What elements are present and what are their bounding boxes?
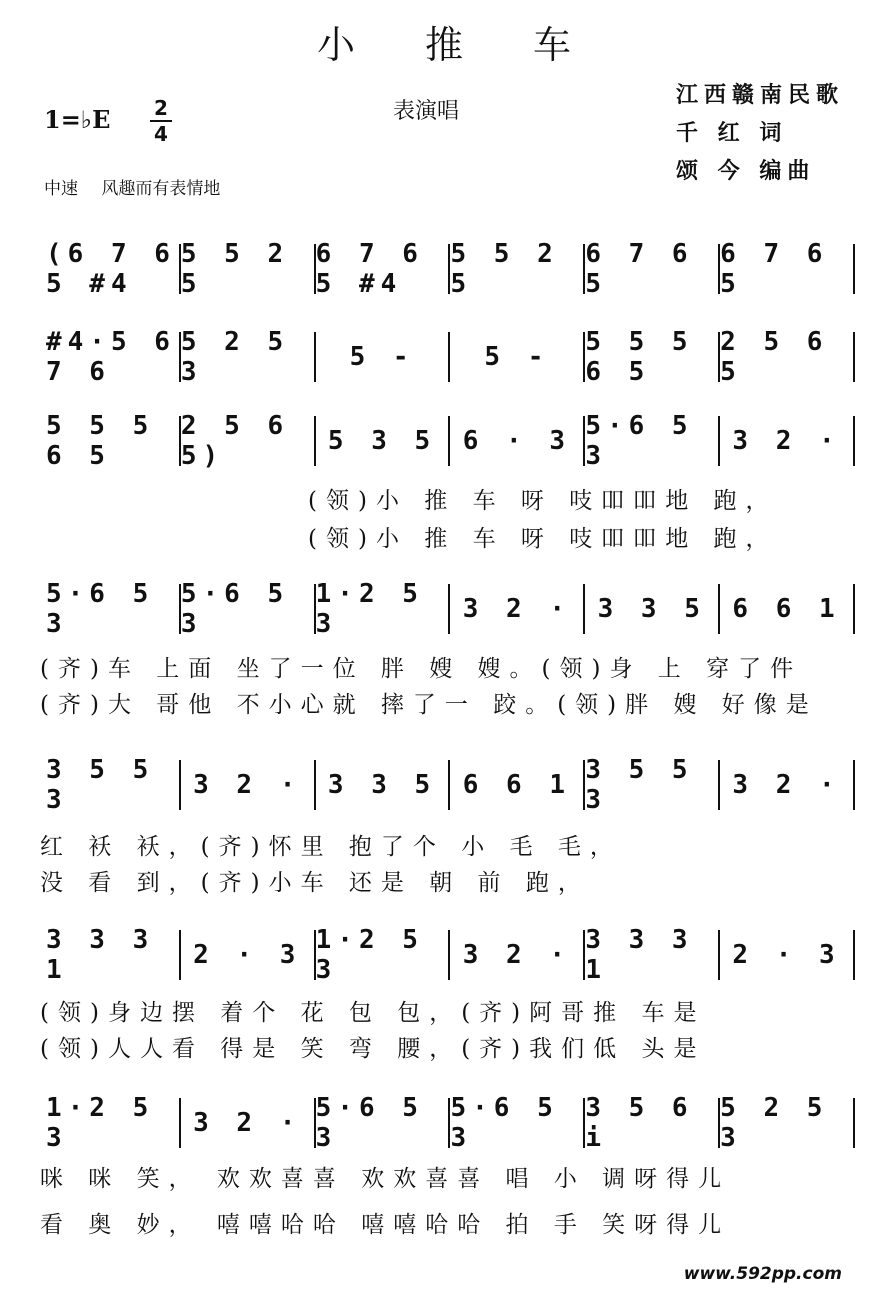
staff-row-3 xyxy=(40,411,855,471)
time-top: 2 xyxy=(154,96,168,120)
staff-row-6 xyxy=(40,925,855,985)
time-signature xyxy=(150,98,172,144)
credit-origin: 江西赣南民歌 xyxy=(676,82,845,108)
measure: 6 6 1 xyxy=(450,760,585,810)
measure: 3 5 5 3 xyxy=(585,760,720,810)
measure: 5 2 5 3 xyxy=(181,332,316,382)
tempo-text: 中速 xyxy=(44,179,78,199)
song-subtitle: 表演唱 xyxy=(393,99,460,124)
measure: 5 5 2 5 xyxy=(181,244,316,294)
measure: 6 7 6 5 xyxy=(585,244,720,294)
measure: 5 2 5 3 xyxy=(720,1098,855,1148)
lyric-line: (领)身边摆 着个 花 包 包，(齐)阿哥推 车是 xyxy=(40,1000,706,1026)
measure: 3 3 3 1 xyxy=(585,930,720,980)
credits xyxy=(676,76,844,190)
key-signature: 1=♭E xyxy=(44,105,111,134)
measure: #4·5 6 7 6 xyxy=(40,332,181,382)
measure: 5·6 5 3 xyxy=(585,416,720,466)
credit-lyricist: 千 红 词 xyxy=(676,120,788,146)
staff-row-4 xyxy=(40,579,855,639)
lyric-line: 没 看 到，(齐)小车 还是 朝 前 跑， xyxy=(40,870,590,896)
time-bottom: 4 xyxy=(154,122,168,146)
measure: 3 3 5 xyxy=(316,760,451,810)
measure: 3 2 · xyxy=(450,930,585,980)
measure: 3 2 · xyxy=(720,760,855,810)
lyric-line: (领)小 推 车 呀 吱吅吅地 跑， xyxy=(308,526,778,552)
measure: 6 6 1 xyxy=(720,584,855,634)
lyric-line: 看 奥 妙， 嘻嘻哈哈 嘻嘻哈哈 拍 手 笑呀得儿 xyxy=(40,1212,731,1238)
measure: 2 · 3 xyxy=(720,930,855,980)
measure: 6 7 6 5 xyxy=(720,244,855,294)
lyric-line: (领)小 推 车 呀 吱吅吅地 跑， xyxy=(308,488,778,514)
lyric-line: (齐)车 上面 坐了一位 胖 嫂 嫂。(领)身 上 穿了件 xyxy=(40,656,803,682)
measure: 2 5 6 5) xyxy=(181,416,316,466)
measure: 3 2 · xyxy=(181,760,316,810)
song-title: 小推车 xyxy=(316,23,641,67)
measure: 5 - xyxy=(450,332,585,382)
measure: 6 7 6 5 #4 xyxy=(316,244,451,294)
measure: 1·2 5 3 xyxy=(40,1098,181,1148)
measure: 3 2 · xyxy=(450,584,585,634)
staff-row-2 xyxy=(40,327,855,387)
measure: 5·6 5 3 xyxy=(181,584,316,634)
credit-composer: 颂 今 编曲 xyxy=(676,158,816,184)
measure: (6 7 6 5 #4 xyxy=(40,244,181,294)
lyric-line: 咪 咪 笑， 欢欢喜喜 欢欢喜喜 唱 小 调呀得儿 xyxy=(40,1166,731,1192)
measure: 2 5 6 5 xyxy=(720,332,855,382)
measure: 5·6 5 3 xyxy=(316,1098,451,1148)
staff-row-5 xyxy=(40,755,855,815)
measure: 6 · 3 xyxy=(450,416,585,466)
measure: 5 3 5 xyxy=(316,416,451,466)
lyric-line: 红 袄 袄，(齐)怀里 抱了个 小 毛 毛， xyxy=(40,834,622,860)
measure: 3 2 · xyxy=(720,416,855,466)
measure: 1·2 5 3 xyxy=(316,584,451,634)
expression-text: 风趣而有表情地 xyxy=(101,179,221,199)
measure: 3 3 3 1 xyxy=(40,930,181,980)
staff-row-1 xyxy=(40,239,855,299)
measure: 5·6 5 3 xyxy=(450,1098,585,1148)
measure: 3 3 5 xyxy=(585,584,720,634)
lyric-line: (领)人人看 得是 笑 弯 腰，(齐)我们低 头是 xyxy=(40,1036,706,1062)
measure: 3 2 · xyxy=(181,1098,316,1148)
measure: 5 5 2 5 xyxy=(450,244,585,294)
staff-row-7 xyxy=(40,1093,855,1153)
measure: 5·6 5 3 xyxy=(40,584,181,634)
lyric-line: (齐)大 哥他 不小心就 摔了一 跤。(领)胖 嫂 好像是 xyxy=(40,692,818,718)
measure: 3 5 5 3 xyxy=(40,760,181,810)
watermark: www.592pp.com xyxy=(683,1264,842,1284)
measure: 2 · 3 xyxy=(181,930,316,980)
tempo-marking xyxy=(44,174,238,199)
measure: 5 5 5 6 5 xyxy=(585,332,720,382)
measure: 1·2 5 3 xyxy=(316,930,451,980)
measure: 3 5 6 i xyxy=(585,1098,720,1148)
measure: 5 - xyxy=(316,332,451,382)
measure: 5 5 5 6 5 xyxy=(40,416,181,466)
